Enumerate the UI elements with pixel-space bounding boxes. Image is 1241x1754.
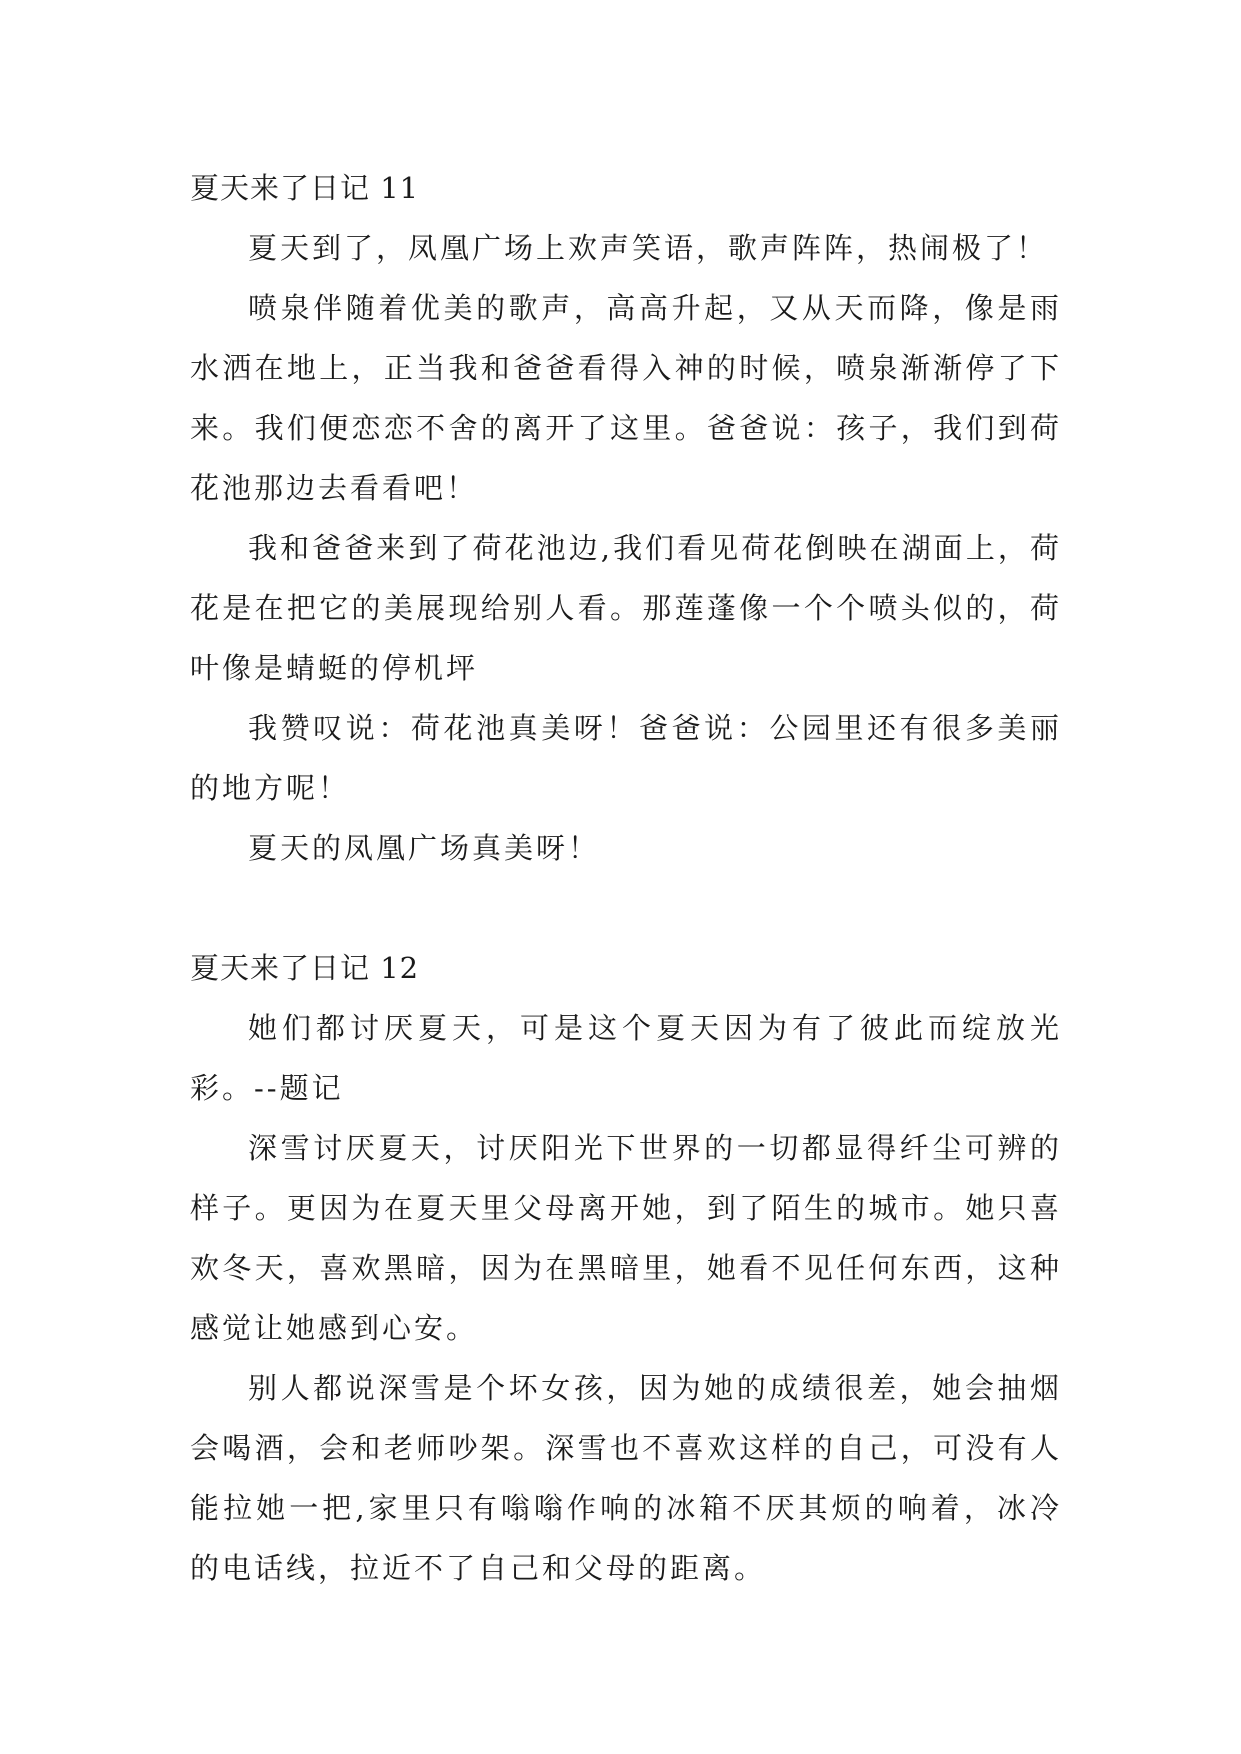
entry-title: 夏天来了日记 11 [190,171,420,205]
paragraph: 我赞叹说：荷花池真美呀！爸爸说：公园里还有很多美丽的地方呢！ [190,711,1062,805]
diary-entry-12 [190,938,1062,1598]
document-content [190,158,1062,1598]
entry-title: 夏天来了日记 12 [190,951,420,985]
paragraph: 别人都说深雪是个坏女孩，因为她的成绩很差，她会抽烟会喝酒，会和老师吵架。深雪也不喜欢这样的自己，可没有人能拉她一把,家里只有嗡嗡作响的冰箱不厌其烦的响着，冰冷的电话线，拉近不了自己和父母的距离。 [190,1371,1062,1585]
paragraph: 她们都讨厌夏天，可是这个夏天因为有了彼此而绽放光彩。--题记 [190,1011,1062,1105]
paragraph: 夏天的凤凰广场真美呀！ [248,831,601,865]
diary-entry-11 [190,158,1062,878]
paragraph: 我和爸爸来到了荷花池边,我们看见荷花倒映在湖面上，荷花是在把它的美展现给别人看。那莲蓬像一个个喷头似的，荷叶像是蜻蜓的停机坪 [190,531,1062,685]
paragraph: 深雪讨厌夏天，讨厌阳光下世界的一切都显得纤尘可辨的样子。更因为在夏天里父母离开她，到了陌生的城市。她只喜欢冬天，喜欢黑暗，因为在黑暗里，她看不见任何东西，这种感觉让她感到心安。 [190,1131,1062,1345]
paragraph: 喷泉伴随着优美的歌声，高高升起，又从天而降，像是雨水洒在地上，正当我和爸爸看得入神的时候，喷泉渐渐停了下来。我们便恋恋不舍的离开了这里。爸爸说：孩子，我们到荷花池那边去看看吧！ [190,291,1062,505]
entry-separator [190,878,1062,938]
paragraph: 夏天到了，凤凰广场上欢声笑语，歌声阵阵，热闹极了！ [248,231,1049,265]
